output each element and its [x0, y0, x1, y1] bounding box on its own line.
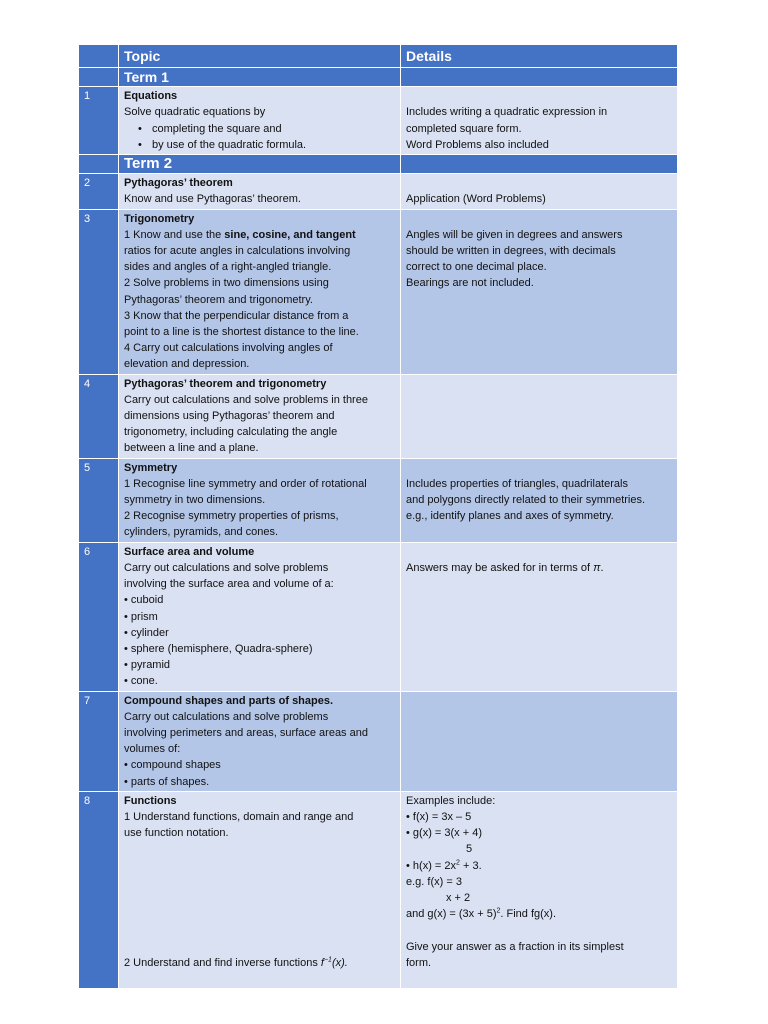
table-header-row — [79, 45, 678, 68]
details-cell — [401, 374, 678, 458]
header-details: Details — [401, 45, 678, 68]
list-item: • parts of shapes. — [124, 775, 210, 788]
row-number: 4 — [79, 374, 119, 458]
topic-title: Equations — [124, 90, 178, 103]
topic-cell: Trigonometry 1 Know and use the sine, cosine, and tangent ratios for acute angles in calculations involving sides and angles of a right-angled triangle. 2 Solve problems in two dimensions using Pythagoras’ theorem and trigonometry. 3 Know that the perpendicular distance from a point to a line is the shortest distance to the line. 4 Carry out calculations involving angles of elevation and depression. — [119, 209, 401, 374]
list-item: • cylinder — [124, 626, 169, 639]
row-number: 5 — [79, 458, 119, 542]
topic-cell: Pythagoras’ theorem Know and use Pythagoras’ theorem. — [119, 174, 401, 209]
row-number: 3 — [79, 209, 119, 374]
list-item: • by use of the quadratic formula. — [124, 137, 395, 153]
curriculum-table — [78, 44, 678, 989]
details-cell: Includes writing a quadratic expression in completed square form. Word Problems also included — [401, 87, 678, 155]
details-cell: Angles will be given in degrees and answers should be written in degrees, with decimals correct to one decimal place. Bearings are not included. — [401, 209, 678, 374]
topic-title: Surface area and volume — [124, 545, 255, 558]
list-item: • pyramid — [124, 659, 171, 672]
table-row — [79, 791, 678, 988]
list-item: • prism — [124, 610, 158, 623]
list-item: • sphere (hemisphere, Quadra-sphere) — [124, 642, 313, 655]
topic-cell: Symmetry 1 Recognise line symmetry and order of rotational symmetry in two dimensions. 2 Recognise symmetry properties of prisms, cylinders, pyramids, and cones. — [119, 458, 401, 542]
list-item: • cone. — [124, 675, 158, 688]
table-row — [79, 374, 678, 458]
term-row-1 — [79, 68, 678, 87]
row-number: 8 — [79, 791, 119, 988]
topic-cell: Pythagoras’ theorem and trigonometry Carry out calculations and solve problems in three dimensions using Pythagoras’ theorem and trigonometry, including calculating the angle between a line and a plane. — [119, 374, 401, 458]
list-item: • cuboid — [124, 594, 164, 607]
term-details-cell — [401, 155, 678, 174]
topic-title: Pythagoras’ theorem and trigonometry — [124, 377, 327, 390]
header-topic: Topic — [119, 45, 401, 68]
table-row — [79, 87, 678, 155]
topic-cell: Equations Solve quadratic equations by • completing the square and • by use of the quadratic formula. — [119, 87, 401, 155]
topic-title: Functions — [124, 794, 177, 807]
details-cell: Answers may be asked for in terms of π. — [401, 542, 678, 691]
list-item: • completing the square and — [124, 121, 395, 137]
row-number: 1 — [79, 87, 119, 155]
term-row-2 — [79, 155, 678, 174]
topic-title: Symmetry — [124, 461, 178, 474]
row-number: 2 — [79, 174, 119, 209]
row-number: 7 — [79, 691, 119, 791]
list-item: • compound shapes — [124, 759, 221, 772]
topic-cell: Compound shapes and parts of shapes. Carry out calculations and solve problems involving perimeters and areas, surface areas and volumes of: • compound shapes • parts of shapes. — [119, 691, 401, 791]
details-cell: Includes properties of triangles, quadrilaterals and polygons directly related to their symmetries. e.g., identify planes and axes of symmetry. — [401, 458, 678, 542]
topic-title: Trigonometry — [124, 212, 195, 225]
table-row — [79, 209, 678, 374]
topic-title: Pythagoras’ theorem — [124, 177, 233, 190]
header-number-cell — [79, 45, 119, 68]
term-number-cell — [79, 68, 119, 87]
term-details-cell — [401, 68, 678, 87]
table-row — [79, 691, 678, 791]
topic-cell: Functions 1 Understand functions, domain and range and use function notation. 2 Understand and find inverse functions $f^{-1}(x)$. — [119, 791, 401, 988]
topic-title: Compound shapes and parts of shapes. — [124, 694, 334, 707]
details-cell — [401, 691, 678, 791]
term-2-label: Term 2 — [119, 155, 401, 174]
term-number-cell — [79, 155, 119, 174]
details-cell: Application (Word Problems) — [401, 174, 678, 209]
table-row — [79, 458, 678, 542]
term-1-label: Term 1 — [119, 68, 401, 87]
topic-cell: Surface area and volume Carry out calculations and solve problems involving the surface area and volume of a: • cuboid • prism • cylinder • sphere (hemisphere, Quadra-sphere) • pyramid • cone. — [119, 542, 401, 691]
row-number: 6 — [79, 542, 119, 691]
table-row — [79, 542, 678, 691]
table-row — [79, 174, 678, 209]
details-cell: Examples include: • f(x) = 3x – 5 • g(x) = 3(x + 4) 5 • $h(x) = 2x^2 + 3$. e.g. f(x) = 3 x + 2 and $g(x) = (3x + 5)^2$. Find fg(x). Give your answer as a fraction in its simplest form. — [401, 791, 678, 988]
